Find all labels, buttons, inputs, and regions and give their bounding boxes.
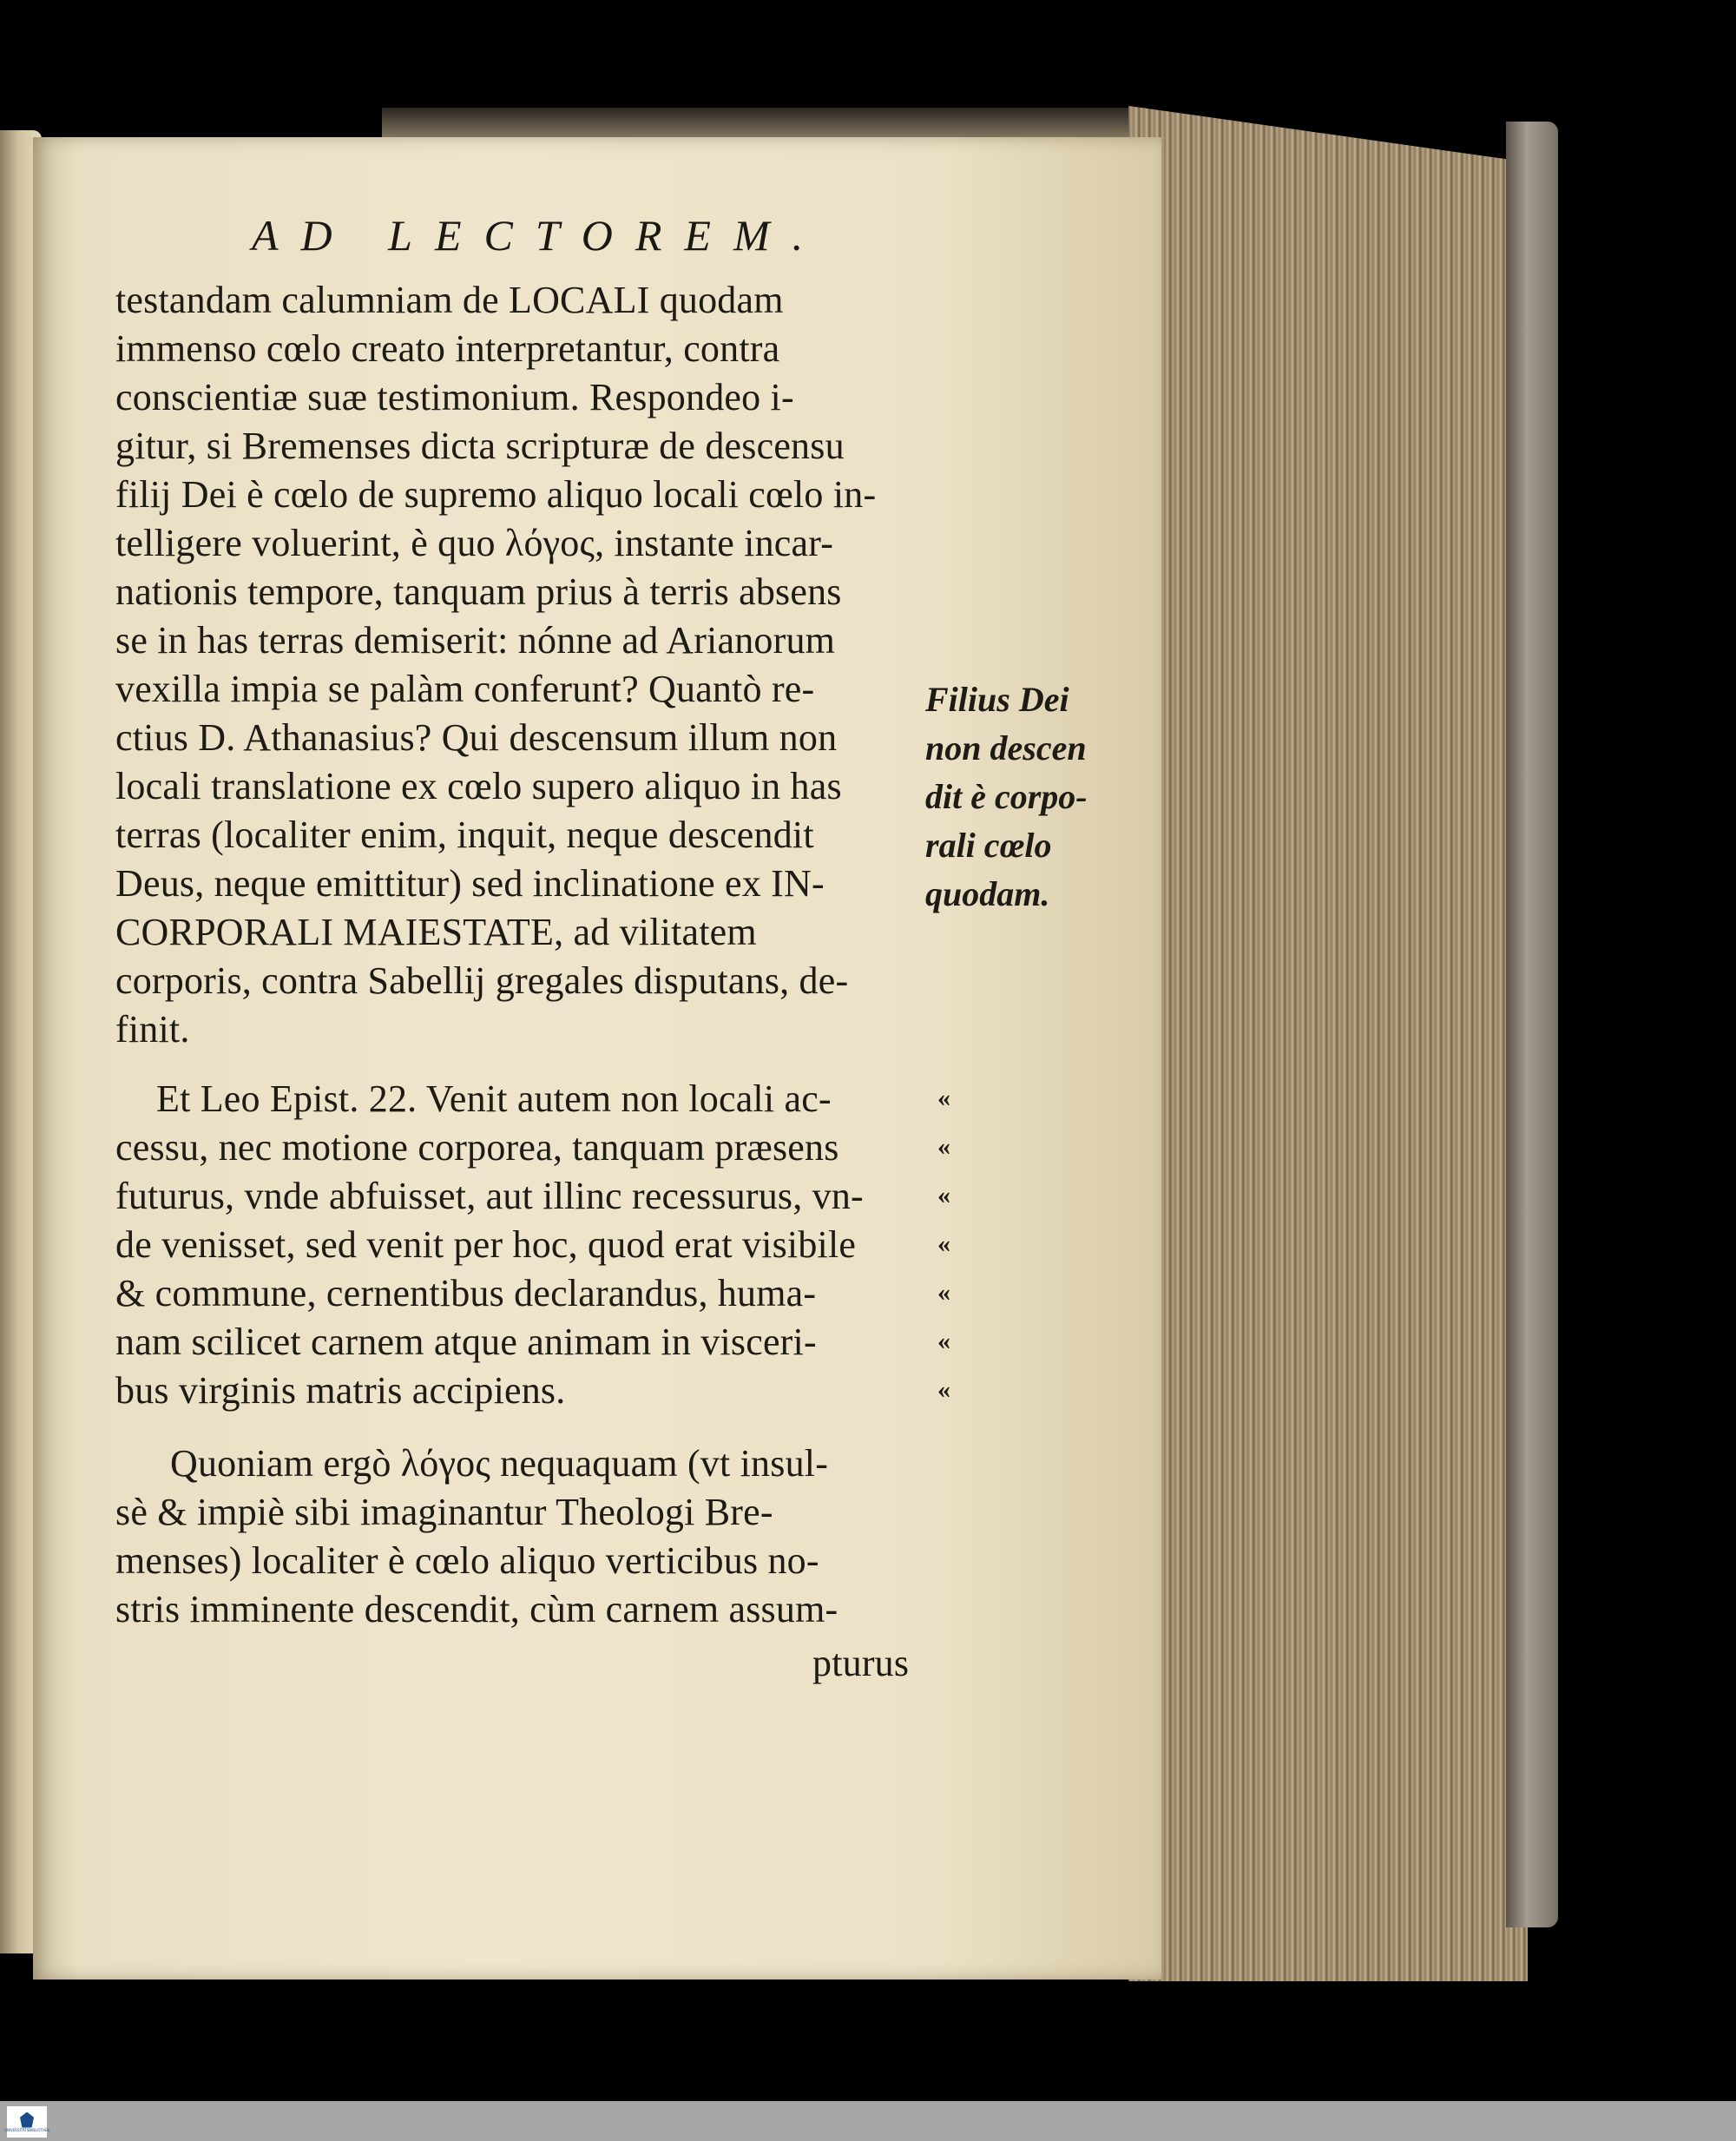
text-line: corporis, contra Sabellij gregales disputans, de- xyxy=(115,959,849,1002)
text-line: CORPORALI MAIESTATE, ad vilitatem xyxy=(115,911,757,953)
text-line: immenso cœlo creato interpretantur, contra xyxy=(115,327,780,370)
running-head: AD LECTOREM. xyxy=(252,211,826,260)
library-logo xyxy=(3,2106,50,2138)
text-line: ctius D. Athanasius? Qui descensum illum non xyxy=(115,716,838,759)
viewer-bottom-bar xyxy=(0,2101,1736,2141)
text-line: telligere voluerint, è quo λόγος, instante incar- xyxy=(115,522,834,564)
quote-mark: « xyxy=(937,1229,950,1258)
quote-mark: « xyxy=(937,1278,950,1307)
quote-mark: « xyxy=(937,1084,950,1112)
margin-note-line: Filius Dei xyxy=(925,680,1069,719)
text-line: nationis tempore, tanquam prius à terris absens xyxy=(115,570,842,613)
text-line: stris imminente descendit, cùm carnem assum- xyxy=(115,1588,838,1630)
text-line: & commune, cernentibus declarandus, huma- xyxy=(115,1272,817,1314)
text-line: se in has terras demiserit: nónne ad Arianorum xyxy=(115,619,836,662)
text-line: futurus, vnde abfuisset, aut illinc recessurus, vn- xyxy=(115,1175,864,1217)
quote-mark: « xyxy=(937,1327,950,1355)
margin-note-line: rali cœlo xyxy=(925,826,1052,865)
text-line: testandam calumniam de LOCALI quodam xyxy=(115,279,784,321)
quote-mark: « xyxy=(937,1375,950,1404)
text-line: gitur, si Bremenses dicta scripturæ de descensu xyxy=(115,425,845,467)
text-line: finit. xyxy=(115,1008,190,1051)
book-fore-edge xyxy=(1128,106,1528,1981)
library-logo-text: UNIVERSITÄTSBIBLIOTHEK xyxy=(3,2127,50,2132)
text-line: conscientiæ suæ testimonium. Respondeo i- xyxy=(115,376,794,418)
text-line: de venisset, sed venit per hoc, quod erat visibile xyxy=(115,1223,857,1266)
text-line: vexilla impia se palàm conferunt? Quantò re- xyxy=(115,668,815,710)
text-line: menses) localiter è cœlo aliquo verticibus no- xyxy=(115,1539,819,1582)
text-line: cessu, nec motione corporea, tanquam præsens xyxy=(115,1126,839,1169)
library-logo-icon xyxy=(20,2112,34,2128)
text-line: Quoniam ergò λόγος nequaquam (vt insul- xyxy=(170,1442,829,1485)
margin-note-line: non descen xyxy=(925,728,1087,767)
quote-mark: « xyxy=(937,1181,950,1209)
text-line: Et Leo Epist. 22. Venit autem non locali ac- xyxy=(156,1077,832,1120)
text-line: bus virginis matris accipiens. xyxy=(115,1369,566,1412)
catchword: pturus xyxy=(812,1642,910,1684)
text-line: terras (localiter enim, inquit, neque descendit xyxy=(115,814,814,856)
text-line: nam scilicet carnem atque animam in visceri- xyxy=(115,1321,817,1363)
margin-note-line: quodam. xyxy=(925,874,1050,913)
book-cover-edge xyxy=(1506,122,1558,1927)
text-line: Deus, neque emittitur) sed inclinatione ex IN- xyxy=(115,862,825,905)
quote-mark: « xyxy=(937,1132,950,1161)
text-line: locali translatione ex cœlo supero aliquo in has xyxy=(115,765,842,807)
text-line: sè & impiè sibi imaginantur Theologi Bre- xyxy=(115,1491,773,1533)
margin-note-line: dit è corpo- xyxy=(925,777,1088,816)
text-line: filij Dei è cœlo de supremo aliquo locali cœlo in- xyxy=(115,473,877,516)
